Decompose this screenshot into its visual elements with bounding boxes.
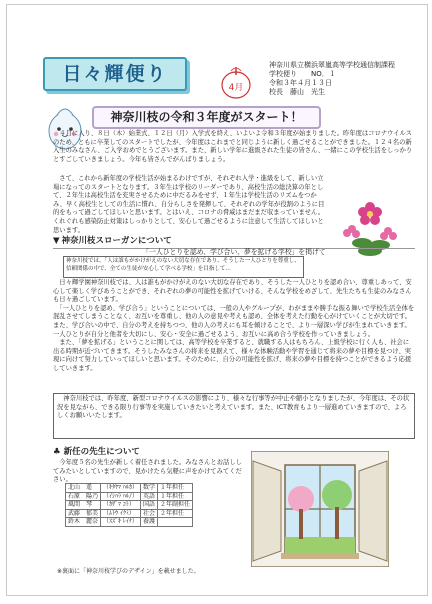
school-info-line3: 令和３年４月１３日 — [269, 79, 332, 87]
calendar-icon — [219, 63, 253, 101]
teacher-role — [157, 518, 192, 527]
newsletter-page — [6, 4, 428, 596]
section2-box2: 神奈川枝では、昨年度、新型コロナウイルスの影響により、様々な行事等が中止や縮小となりましたが、今年度は、その状況を見ながら、できる限り行事等を実施していきたいと考えています。また、ICT教育もより一層進めていきますので、よろしくお願いいたします。 — [57, 395, 410, 420]
teacher-subject: 英語 — [140, 492, 157, 501]
school-info — [269, 61, 419, 97]
teacher-role: ２年担任 — [157, 509, 192, 518]
school-info-line2: 学校便り NO．１ — [269, 70, 336, 78]
section3-heading-text: 新任の先生について — [63, 447, 140, 457]
section1-paragraph1-block — [53, 130, 415, 164]
table-row — [66, 484, 193, 493]
teacher-reading: （ﾑﾄｳ ｲｸﾐ） — [101, 509, 141, 518]
section1-heading — [92, 106, 321, 129]
teacher-name: 風間 琴 — [66, 501, 101, 510]
teacher-subject: 数学 — [140, 484, 157, 493]
triangle-bullet-icon: ▼ — [53, 236, 60, 246]
section2-paragraph2: 「一人ひとりを認め、学び合う」ということについては、一般の人やグループが、わがままや勝手な振る舞いで学校生活全体を混乱させてしまうことなく、お互いを尊重し、他の人の意見や考えも認め、全体を考えた行動を心がけていくことが大切です。また、学び合いの中で、自分の考えを持ちつつ、他の人の考えにも耳を傾けることで、より一層深い学びが生まれていきます。一人ひとりが自分と他者を大切にし、安心・安全に過ごせるよう、お互いに高め合う学校を作っていきましょう。 — [53, 304, 415, 338]
section3-heading — [53, 445, 253, 457]
teacher-role: ２年副担任 — [157, 501, 192, 510]
section2-heading — [53, 234, 253, 246]
table-row — [66, 518, 193, 527]
teacher-role: １年担任 — [157, 484, 192, 493]
section3-intro: 今年度５名の先生が新しく着任されました。みなさんとお話ししてみたいとしていますので、見かけたら気軽に声をかけてみてください。 — [53, 459, 242, 484]
section2-heading-text: 神奈川枝スローガンについて — [61, 236, 172, 246]
masthead — [43, 57, 187, 91]
teacher-name: 北山 遥 — [66, 484, 101, 493]
school-info-line1: 神奈川県立横浜翠嵐高等学校通信制課程 — [269, 61, 395, 69]
table-row — [66, 509, 193, 518]
section2-slogan: 「一人ひとりを認め、学び合い、夢を拡げる学校」を掲げて — [142, 248, 326, 256]
teacher-reading: （ｶｻﾞﾏ ｺﾄ） — [101, 501, 141, 510]
masthead-title: 日々輝便り — [62, 63, 168, 85]
club-bullet-icon: ♣ — [53, 447, 64, 457]
teacher-name: 鈴木 麗奈 — [66, 518, 101, 527]
section1-paragraph2-block — [53, 175, 329, 235]
section2-paragraph3: また、「夢を拡げる」ということに関しては、高等学校を卒業すると、就職する人はもちろん、上級学校に行く人も、社会に出る時期が近づいてきます。そうしたみなさんの将来を見据えて、様々な体験活動や学習を通じて将来の夢や目標を見つけ、実現に向けて努力していってほしいと思います。そのために、自分の可能性を拡げ、将来の夢や目標を持つことができるよう応援していきます。 — [53, 339, 412, 372]
section2-boxed-quote: 神奈川枝では、「人は誰もがかけがえのない大切な存在であり、そうした一人ひとりを尊重し、信頼関係の中で、全ての生徒が安心して学べる学校」を目指して… — [63, 256, 304, 278]
teacher-subject: 養護 — [140, 518, 157, 527]
teacher-subject: 社会 — [140, 509, 157, 518]
section1-paragraph2: さて、これから新年度の学校生活が始まるわけですが、それぞれ入学・進級をして、新しい立場になってのスタートとなります。３年生は学校のリーダーであり、高校生活の総決算の年として、２年生は高校生活を充実させるために中だるみをせず、１年生は学校生活のリズムをつかみ、早く高校生としての生活に慣れ、自分らしさを発揮して、それぞれの学年が役割のように目的をもって過ごしてほしいと思います。とはいえ、コロナの脅威はまだまだ収まっていません。くれぐれも感染防止対策はしっかりとして、安心して過ごせるように注意して生活してほしいと思います。 — [53, 175, 325, 234]
teacher-name: 武藤 郁美 — [66, 509, 101, 518]
teacher-reading: （ｲｼﾊﾗ ﾊﾙﾉ） — [101, 492, 141, 501]
section2-body — [53, 279, 415, 374]
teacher-reading: （ｷﾀﾔﾏ ﾊﾙｶ） — [101, 484, 141, 493]
school-info-line4: 校長 藤山 光生 — [269, 88, 325, 96]
section1-paragraph1: ４月に入り、８日（木）始業式、１２日（月）入学式を終え、いよいよ令和３年度が始まりました。昨年度はコロナウイルスのため、ともに卒業してのスタートでしたが、今年度はこれまでと同じように新しく過ごせることができました。１２４名の新入生のみなさん、ご入学おめでとうございます。また、新しい学年に進級された生徒の皆さん、一緒にこの学校生活をしっかりとすごしていきましょう。今年も皆さんでがんばりましょう。 — [53, 130, 413, 163]
window-illustration — [251, 451, 389, 567]
teacher-subject: 国語 — [140, 501, 157, 510]
calendar-month: 4月 — [228, 83, 244, 93]
teacher-role: １年担任 — [157, 492, 192, 501]
teacher-name: 石原 陽乃 — [66, 492, 101, 501]
footnote: ※裏面に「神奈川枝学びのデザイン」を載せました。 — [57, 568, 200, 575]
teacher-reading: （ｽｽﾞｷ ﾚｲﾅ） — [101, 518, 141, 527]
table-row — [66, 501, 193, 510]
section3-intro-block — [53, 459, 243, 485]
teacher-table — [65, 483, 193, 527]
section2-paragraph1: 日々輝学園神奈川枝では、人は誰もがかけがえのない大切な存在であり、そうした一人ひとりを認め合い、尊重しあって、安心して楽しく学びあうことができ、それぞれの夢の可能性を拡げていける、そんな学校をめざして、先生たちも生徒のみなさんも日々過ごしています。 — [53, 279, 412, 304]
table-row — [66, 492, 193, 501]
section1-heading-text: 神奈川枝の令和３年度がスタート！ — [110, 110, 303, 124]
section2-boxed-text — [53, 393, 415, 439]
